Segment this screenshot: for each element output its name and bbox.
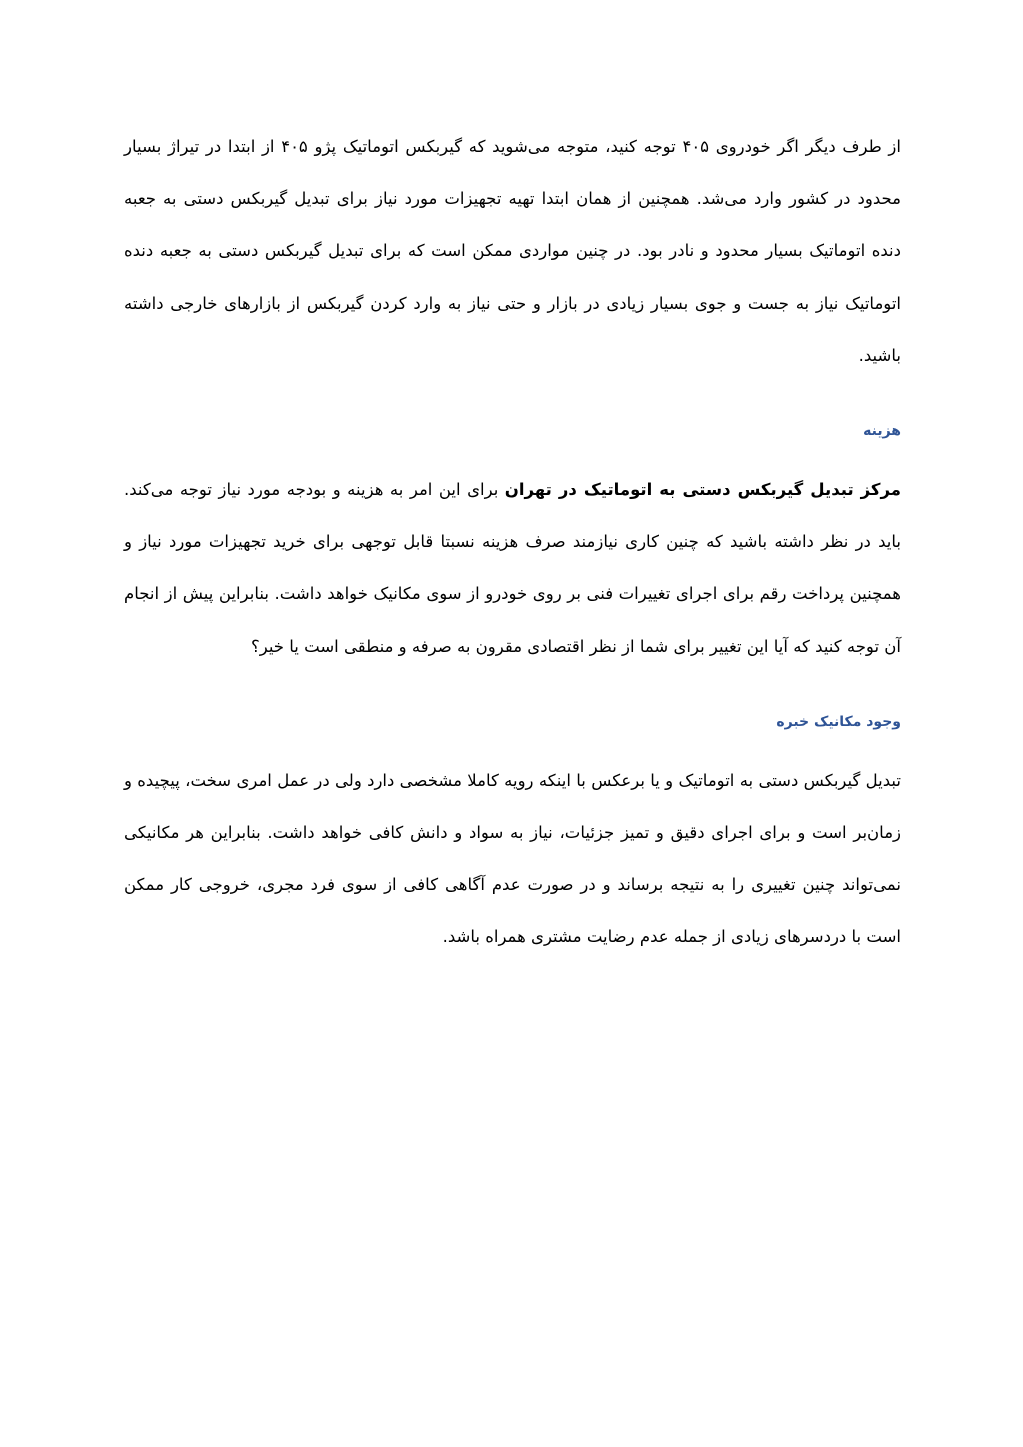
heading-expert-mechanic: وجود مکانیک خبره xyxy=(776,713,901,730)
paragraph-cost xyxy=(124,464,901,673)
paragraph-cost-bold-lead: مرکز تبدیل گیربکس دستی به اتوماتیک در تهران xyxy=(504,480,901,500)
paragraph-availability: از طرف دیگر اگر خودروی ۴۰۵ توجه کنید، متوجه می‌شوید که گیربکس اتوماتیک پژو ۴۰۵ از ابتدا در تیراژ بسیار محدود در کشور وارد می‌شد. همچنین از همان ابتدا تهیه تجهیزات مورد نیاز برای تبدیل گیربکس دستی به جعبه دنده اتوماتیک بسیار محدود و نادر بود. در چنین مواردی ممکن است که برای تبدیل گیربکس دستی به جعبه دنده اتوماتیک نیاز به جست و جوی بسیار زیادی در بازار و حتی نیاز به وارد کردن گیربکس از بازارهای خارجی داشته باشید. xyxy=(124,137,901,365)
paragraph-cost-text: برای این امر به هزینه و بودجه مورد نیاز توجه می‌کند. باید در نظر داشته باشید که چنین کاری نیازمند صرف هزینه نسبتا قابل توجهی برای خرید تجهیزات مورد نیاز و همچنین پرداخت رقم برای اجرای تغییرات فنی بر روی خودرو از سوی مکانیک خواهد داشت. بنابراین پیش از انجام آن توجه کنید که آیا این تغییر برای شما از نظر اقتصادی مقرون به صرفه و منطقی است یا خیر؟ xyxy=(124,480,901,656)
document-body xyxy=(124,121,901,964)
heading-cost: هزینه xyxy=(863,423,901,440)
paragraph-expert-mechanic: تبدیل گیربکس دستی به اتوماتیک و یا برعکس با اینکه رویه کاملا مشخصی دارد ولی در عمل امری سخت، پیچیده و زمان‌بر است و برای اجرای دقیق و تمیز جزئیات، نیاز به سواد و دانش کافی خواهد داشت. بنابراین هر مکانیکی نمی‌تواند چنین تغییری را به نتیجه برساند و در صورت عدم آگاهی کافی از سوی فرد مجری، خروجی کار ممکن است با دردسرهای زیادی از جمله عدم رضایت مشتری همراه باشد. xyxy=(124,770,901,947)
